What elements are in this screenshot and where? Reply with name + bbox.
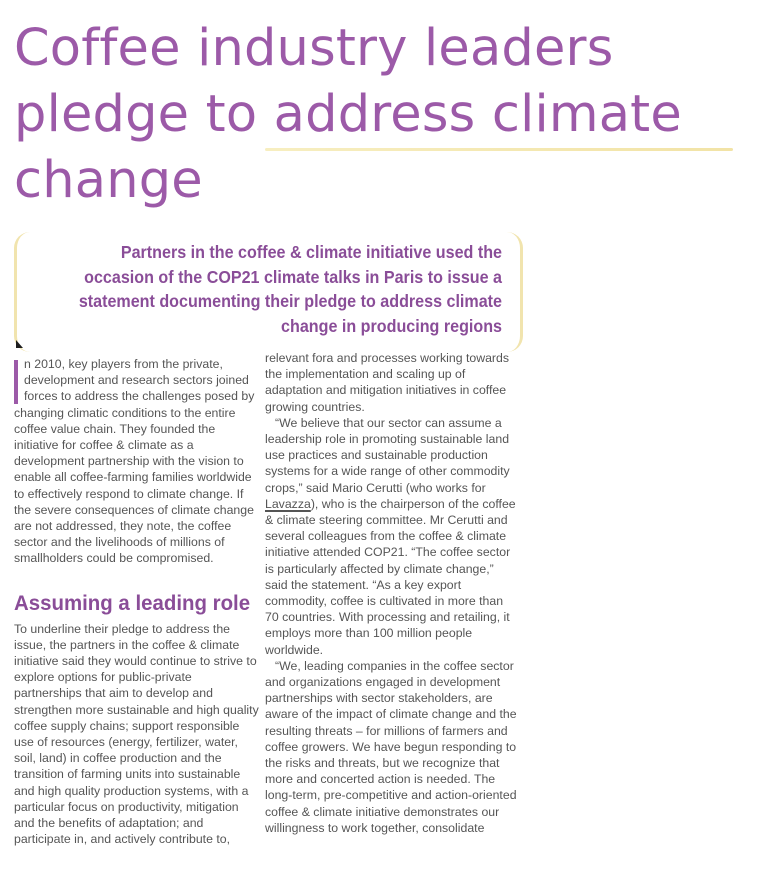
subhead: Assuming a leading role — [14, 590, 251, 615]
standfirst: Partners in the coffee & climate initiative used the occasion of the COP21 climate talks in Paris to issue a statement documenting their pledge to address climate change in producing regions — [78, 242, 503, 336]
dropcap-bar — [14, 360, 18, 404]
body-paragraph-1: To underline their pledge to address the issue, the partners in the coffee & climate initiative said they would continue to strive to explore options for public-private partnerships that aim to develop and strengthen more sustainable and high quality coffee supply chains; support responsible use of resources (energy, fertilizer, water, soil, land) in coffee production and the transition of farming units into sustainable and high quality production systems, with a particular focus on productivity, mitigation and the benefits of adaptation; and participate in, and actively contribute to, — [14, 621, 259, 847]
quote-1-after: ), who is the chairperson of the coffee & climate steering committee. Mr Cerutti and several colleagues from the coffee & climate initiative attended COP21. “The coffee sector is particularly affected by climate change,” said the statement. “As a key export commodity, coffee is cultivated in more than 70 countries. With processing and retailing, it employs more than 100 million people worldwide. — [265, 496, 516, 657]
quote-paragraph-2: “We, leading companies in the coffee sector and organizations engaged in development partnerships with sector stakeholders, are aware of the impact of climate change and the resulting threats – for millions of farmers and coffee growers. We have begun responding to the risks and threats, but we recognize that more and concerted action is needed. The long-term, pre-competitive and action-oriented coffee & climate initiative demonstrates our willingness to work together, consolidate — [265, 658, 517, 835]
headline: Coffee industry leaders pledge to address climate change — [14, 19, 682, 210]
headline-rule — [265, 148, 733, 151]
article-column-left — [14, 356, 262, 847]
body-paragraph-1-continued: relevant fora and processes working towards the implementation and scaling up of adaptation and mitigation initiatives in coffee growing countries. — [265, 351, 510, 414]
quote-paragraph-1 — [265, 415, 517, 658]
lavazza-link[interactable]: Lavazza — [265, 496, 311, 511]
corner-mark — [16, 340, 23, 348]
intro-text: n 2010, key players from the private, development and research sectors joined forces to address the challenges posed by changing climatic conditions to the entire coffee value chain. They founded the initiative for coffee & climate as a development partnership with the vision to enable all coffee-farming families worldwide to effectively respond to climate change. If the severe consequences of climate change are not addressed, they note, the coffee sector and the livelihoods of millions of smallholders could be compromised. — [14, 357, 255, 566]
article-column-right — [265, 350, 517, 836]
intro-paragraph — [14, 356, 262, 567]
quote-1-before: “We believe that our sector can assume a leadership role in promoting sustainable land use practices and sustainable production systems for a wide range of other commodity crops,” said Mario Cerutti (who works for — [265, 415, 510, 495]
